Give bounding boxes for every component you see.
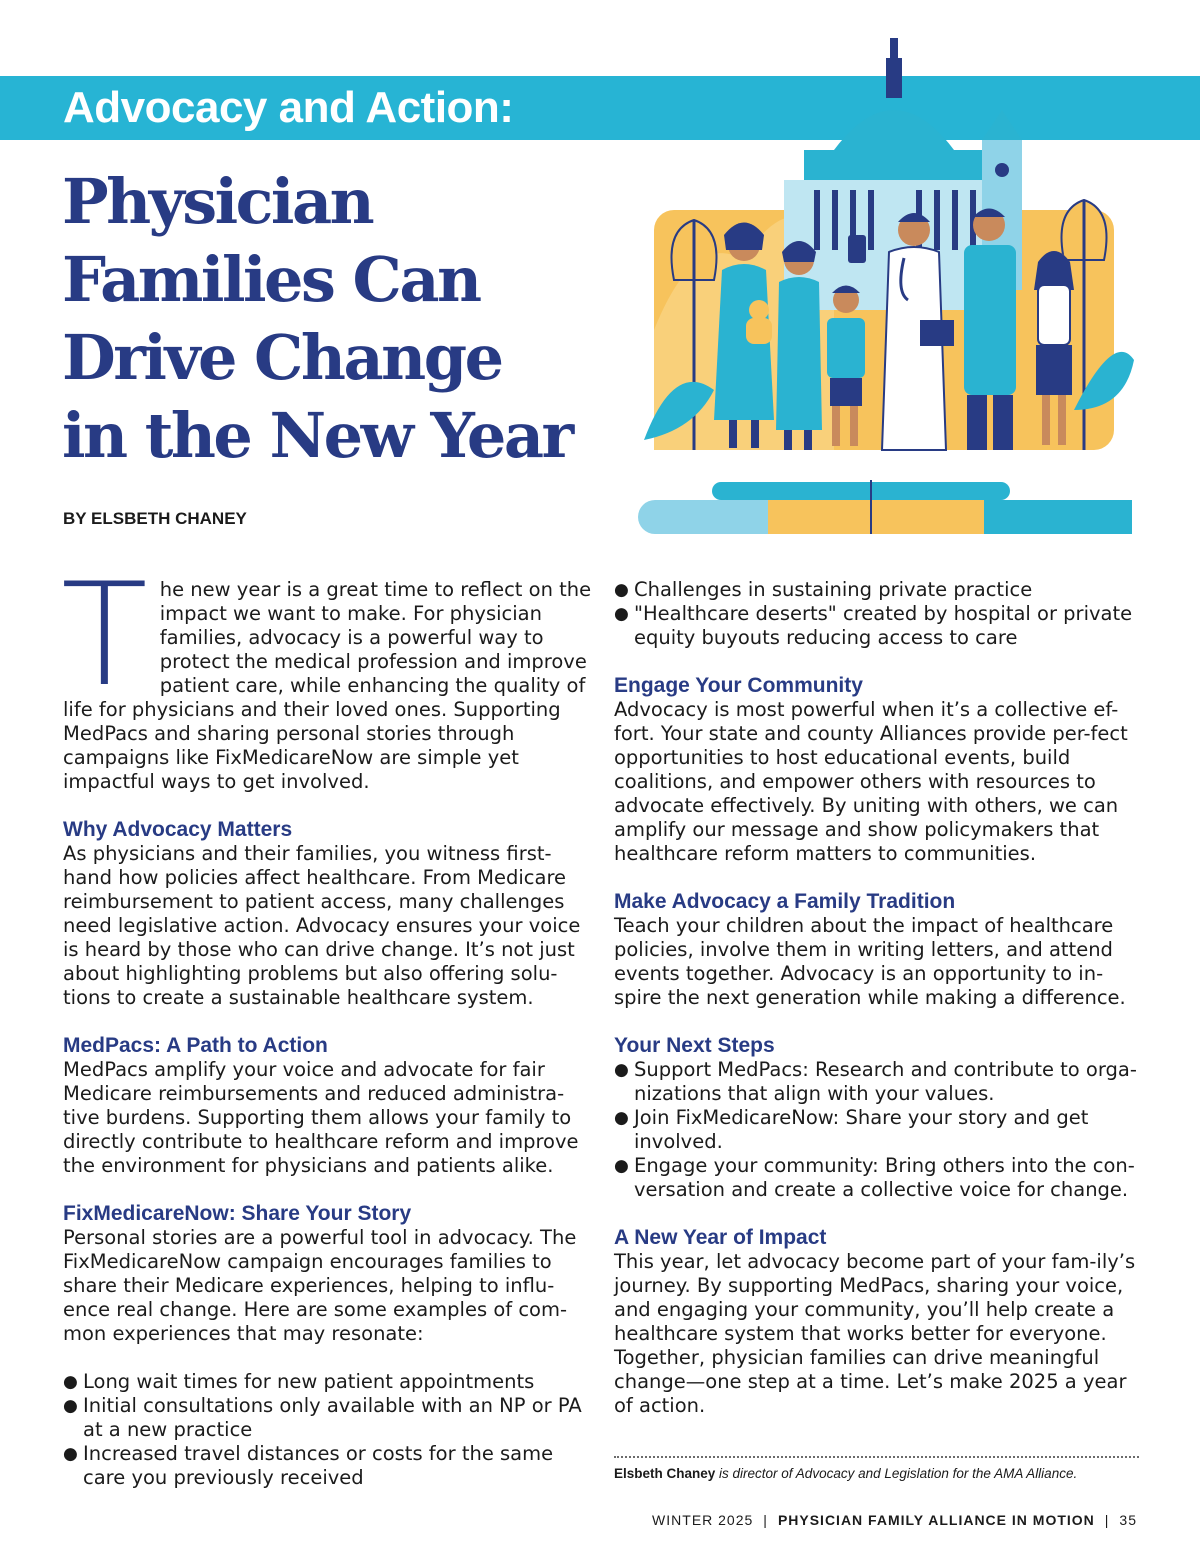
section-body: Advocacy is most powerful when it’s a collective ef-fort. Your state and county Alliances provide per-fect opportunities to host educational events, build coalitions, and empower others with resources to advocate effectively. By uniting with others, we can amplify our message and show policymakers that healthcare reform matters to communities. (614, 698, 1128, 865)
headline-line: in the New Year (62, 399, 572, 472)
list-item: ● Engage your community: Bring others into the con-versation and create a collective voice for change. (614, 1154, 1139, 1202)
section-heading: A New Year of Impact (614, 1226, 827, 1249)
section-body: MedPacs amplify your voice and advocate for fair Medicare reimbursements and reduced administra-tive burdens. Supporting them allows your family to directly contribute to healthcare reform and improve the environment for physicians and patients alike. (63, 1058, 579, 1177)
article-column-right (614, 578, 1139, 1418)
list-item: ● Increased travel distances or costs for the same care you previously received (63, 1442, 593, 1490)
experience-list-continued (614, 578, 1139, 650)
list-item: ● Join FixMedicareNow: Share your story and get involved. (614, 1106, 1139, 1154)
author-name: Elsbeth Chaney (614, 1466, 716, 1481)
issue-label: WINTER 2025 (652, 1512, 754, 1528)
section-body: This year, let advocacy become part of your fam-ily’s journey. By supporting MedPacs, sharing your voice, and engaging your community, you’ll help create a healthcare system that works better for everyone. Together, physician families can drive meaningful change—one step at a time. Let’s make 2025 a year of action. (614, 1250, 1136, 1417)
article-column-left (61, 553, 593, 1490)
publication-name: PHYSICIAN FAMILY ALLIANCE IN MOTION (777, 1512, 1095, 1528)
drop-cap: T (61, 553, 148, 718)
author-bio (614, 1464, 1139, 1484)
headline-line: Drive Change (62, 321, 502, 394)
author-bio-text: is director of Advocacy and Legislation for the AMA Alliance. (715, 1466, 1078, 1481)
experience-list (63, 1370, 593, 1490)
section-body: As physicians and their families, you witness first-hand how policies affect healthcare. From Medicare reimbursement to patient access, many challenges need legislative action. Advocacy ensures your voice is heard by those who can drive change. It’s not just about highlighting problems but also offering solu-tions to create a sustainable healthcare system. (63, 842, 581, 1009)
byline: BY ELSBETH CHANEY (63, 509, 247, 528)
list-item: ● Initial consultations only available with an NP or PA at a new practice (63, 1394, 593, 1442)
section-heading: Why Advocacy Matters (63, 818, 293, 841)
kicker-title: Advocacy and Action: (63, 83, 514, 132)
list-item: ● Support MedPacs: Research and contribute to orga-nizations that align with your values. (614, 1058, 1139, 1106)
footer-separator: | (763, 1512, 768, 1528)
section-heading: Your Next Steps (614, 1034, 775, 1057)
list-item: ● Challenges in sustaining private practice (614, 578, 1139, 602)
headline-line: Physician (62, 165, 373, 238)
headline (62, 163, 642, 475)
section-body: Personal stories are a powerful tool in advocacy. The FixMedicareNow campaign encourages families to share their Medicare experiences, helping to influ-ence real change. Here are some examples of com-mon experiences that may resonate: (63, 1226, 577, 1345)
list-item: ● Long wait times for new patient appointments (63, 1370, 593, 1394)
section-body: Teach your children about the impact of healthcare policies, involve them in writing letters, and attend events together. Advocacy is an opportunity to in-spire the next generation while making a difference. (614, 914, 1126, 1009)
section-heading: MedPacs: A Path to Action (63, 1034, 328, 1057)
section-heading: Engage Your Community (614, 674, 863, 697)
section-heading: Make Advocacy a Family Tradition (614, 890, 956, 913)
footer-separator: | (1104, 1512, 1110, 1528)
dotted-divider (614, 1456, 1139, 1458)
headline-line: Families Can (62, 243, 480, 316)
capitol-family-doctor-illustration (634, 30, 1134, 540)
list-item: ● "Healthcare deserts" created by hospital or private equity buyouts reducing access to care (614, 602, 1139, 650)
page-footer (652, 1512, 1137, 1528)
next-steps-list (614, 1058, 1139, 1202)
intro-paragraph (61, 553, 593, 794)
page-number: 35 (1119, 1512, 1137, 1528)
section-heading: FixMedicareNow: Share Your Story (63, 1202, 412, 1225)
intro-text: he new year is a great time to reflect on the impact we want to make. For physician families, advocacy is a powerful way to protect the medical profession and improve patient care, while enhancing the quality of life for physicians and their loved ones. Supporting MedPacs and sharing personal stories through campaigns like FixMedicareNow are simple yet impactful ways to get involved. (63, 578, 592, 793)
